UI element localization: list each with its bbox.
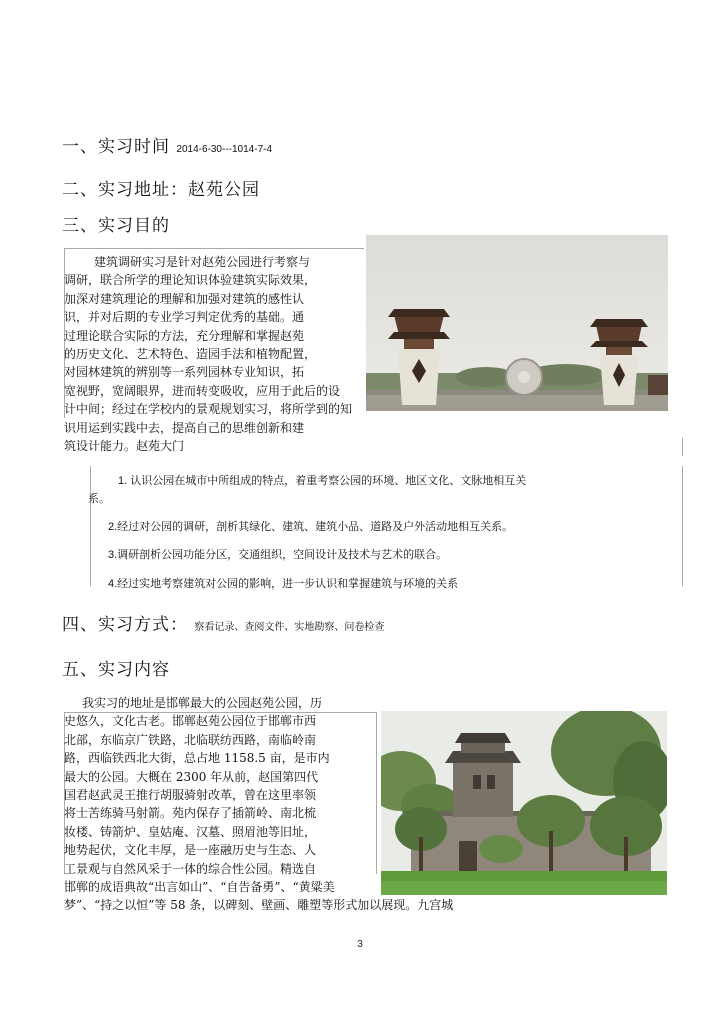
- purpose-frame-right: [682, 438, 683, 456]
- objectives-frame-left: [90, 466, 91, 586]
- objectives-frame-right: [682, 466, 683, 586]
- purpose-line: 识，并对后期的专业学习判定优秀的基础。通: [64, 310, 305, 325]
- content-line: 史悠久，文化古老。邯郸赵苑公园位于邯郸市西: [64, 714, 317, 729]
- purpose-line: 的历史文化、艺术特色、造园手法和植物配置，: [64, 346, 317, 361]
- purpose-paragraph: [64, 253, 484, 455]
- content-line: 工景观与自然风采于一体的综合性公园。精选自: [64, 861, 317, 876]
- heading-internship-method: [62, 610, 384, 635]
- heading-internship-time-label: 一、实习时间: [62, 137, 170, 157]
- purpose-line: 过理论联合实际的方法，充分理解和掌握赵苑: [64, 328, 305, 343]
- heading-internship-time: [62, 132, 272, 157]
- objective-item-1: 1. 认识公园在城市中所组成的特点，着重考察公园的环境、地区文化、文脉地相互关: [118, 475, 527, 487]
- content-line: 最大的公园。大概在 2300 年从前，赵国第四代: [64, 769, 319, 784]
- content-line: 国君赵武灵王推行胡服骑射改革，曾在这里率领: [64, 787, 317, 802]
- objective-item-4: 4.经过实地考察建筑对公园的影响，进一步认识和掌握建筑与环境的关系: [108, 578, 459, 590]
- purpose-line: 计中间；经过在学校内的景观规划实习，将所学到的知: [64, 402, 353, 417]
- heading-internship-address: 二、实习地址：赵苑公园: [62, 180, 260, 200]
- heading-internship-method-label: 四、实习方式：: [62, 615, 188, 635]
- purpose-line: 加深对建筑理论的理解和加强对建筑的感性认: [64, 291, 305, 306]
- content-line: 梦”、“持之以恒”等 58 条，以碑刻、壁画、雕塑等形式加以展现。九宫城: [64, 898, 454, 913]
- heading-internship-method-value: 察看记录、查阅文件、实地勘察、问卷检查: [194, 622, 385, 633]
- content-line: 路，西临铁西北大街，总占地 1158.5 亩，是市内: [64, 751, 330, 766]
- objective-item-2: 2.经过对公园的调研，剖析其绿化、建筑、建筑小品、道路及户外活动地相互关系。: [108, 521, 514, 533]
- purpose-frame-top: [64, 248, 364, 249]
- objective-item-1-cont: 系。: [88, 493, 110, 505]
- content-line: 邯郸的成语典故“出言如山”、“自告备勇”、“黄粱美: [64, 879, 335, 894]
- content-paragraph: [64, 694, 524, 915]
- content-line: 地势起伏，文化丰厚，是一座融历史与生态、人: [64, 843, 317, 858]
- purpose-line: 调研，联合所学的理论知识体验建筑实际效果，: [64, 273, 317, 288]
- content-line: 妆楼、铸箭炉、皇姑庵、汉墓、照眉池等旧址，: [64, 824, 317, 839]
- heading-internship-purpose: 三、实习目的: [62, 216, 170, 236]
- purpose-line: 宽视野，宽阔眼界，进而转变吸收，应用于此后的设: [64, 383, 341, 398]
- objective-item-3: 3.调研剖析公园功能分区，交通组织，空间设计及技术与艺术的联合。: [108, 549, 448, 561]
- purpose-line: 对园林建筑的辨别等一系列园林专业知识，拓: [64, 365, 305, 380]
- heading-internship-content: 五、实习内容: [62, 660, 170, 680]
- content-line: 将士苦练骑马射箭。苑内保存了插箭岭、南北梳: [64, 806, 317, 821]
- content-line: 我实习的地址是邯郸最大的公园赵苑公园，历: [82, 696, 323, 710]
- content-line: 北部，东临京广铁路，北临联纺西路，南临岭南: [64, 732, 317, 747]
- page-number: 3: [357, 939, 363, 950]
- purpose-line: 筑设计能力。赵苑大门: [64, 438, 185, 453]
- heading-internship-time-value: 2014-6-30---1014-7-4: [176, 144, 273, 155]
- purpose-line: 建筑调研实习是针对赵苑公园进行考察与: [94, 255, 311, 269]
- purpose-line: 识用运到实践中去，提高自己的思维创新和建: [64, 420, 305, 435]
